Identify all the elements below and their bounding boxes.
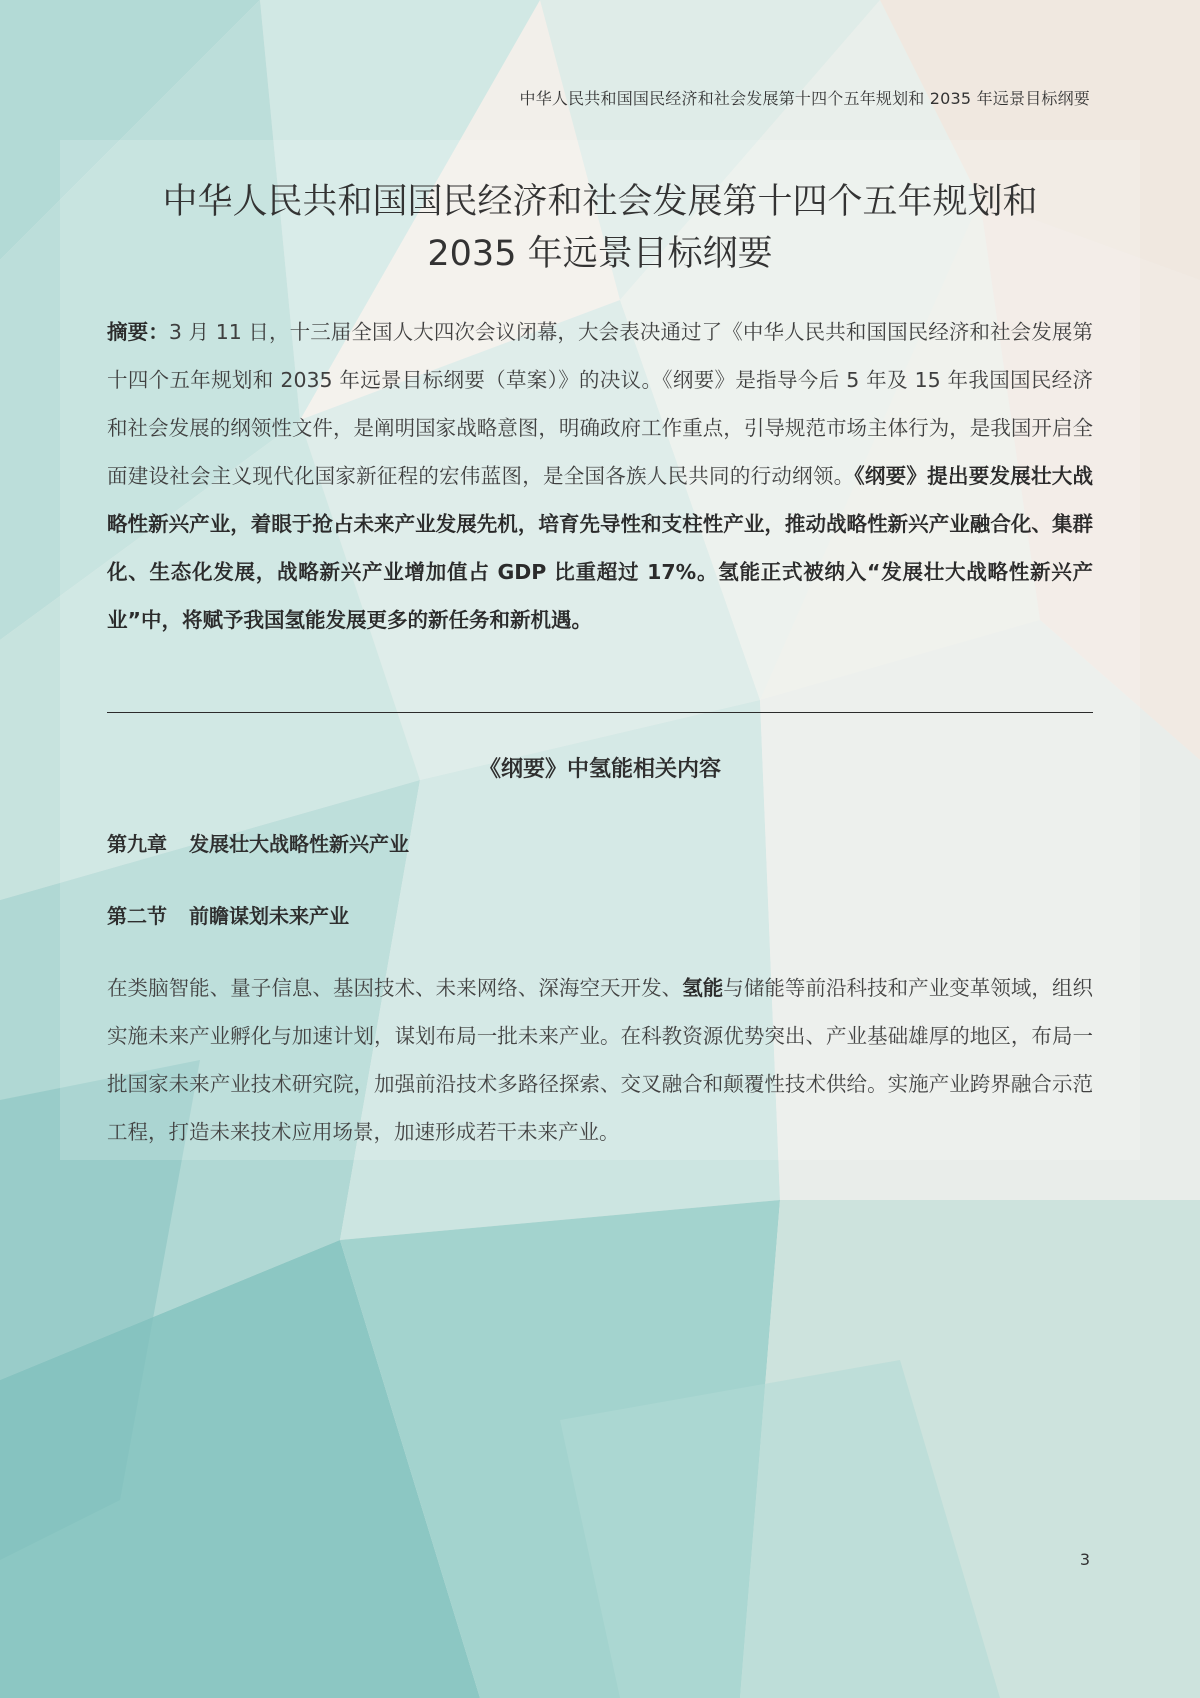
section-heading: 《纲要》中氢能相关内容: [478, 757, 721, 782]
page-title: [110, 176, 1090, 280]
page-number: 3: [1079, 1550, 1090, 1569]
section-divider: [107, 712, 1093, 713]
subsection-heading: [107, 900, 349, 929]
abstract-emphasis: 《纲要》提出要发展壮大战略性新兴产业，着眼于抢占未来产业发展先机，培育先导性和支柱性产业，推动战略性新兴产业融合化、集群化、生态化发展，战略新兴产业增加值占 GDP 比重超过 17%。氢能正式被纳入“发展壮大战略性新兴产业”中，将赋予我国氢能发展更多的新任务和新机遇。: [107, 464, 1094, 632]
body-text-start: 在类脑智能、量子信息、基因技术、未来网络、深海空天开发、: [107, 976, 683, 1000]
page-title-line-1: 中华人民共和国国民经济和社会发展第十四个五年规划和: [162, 182, 1038, 222]
body-text-end: 与储能等前沿科技和产业变革领域，组织实施未来产业孵化与加速计划，谋划布局一批未来产业。在科教资源优势突出、产业基础雄厚的地区，布局一批国家未来产业技术研究院，加强前沿技术多路径探索、交叉融合和颠覆性技术供给。实施产业跨界融合示范工程，打造未来技术应用场景，加速形成若干未来产业。: [107, 976, 1094, 1144]
body-paragraph: [107, 964, 1093, 1156]
abstract-text: 3 月 11 日，十三届全国人大四次会议闭幕，大会表决通过了《中华人民共和国国民经济和社会发展第十四个五年规划和 2035 年远景目标纲要（草案）》的决议。《纲要》是指导今后 5 年及 15 年我国国民经济和社会发展的纲领性文件，是阐明国家战略意图，明确政府工作重点，引导规范市场主体行为，是我国开启全面建设社会主义现代化国家新征程的宏伟蓝图，是全国各族人民共同的行动纲领。: [107, 320, 1093, 488]
chapter-heading: [107, 828, 409, 857]
body-keyword: 氢能: [682, 976, 724, 1000]
subsection-number: 第二节: [107, 904, 167, 928]
chapter-number: 第九章: [107, 832, 167, 856]
chapter-title: 发展壮大战略性新兴产业: [189, 832, 409, 856]
abstract-paragraph: [107, 308, 1093, 644]
subsection-title: 前瞻谋划未来产业: [189, 904, 349, 928]
page-title-line-2: 2035 年远景目标纲要: [427, 234, 773, 274]
abstract-label: 摘要：: [107, 320, 169, 344]
running-header: 中华人民共和国国民经济和社会发展第十四个五年规划和 2035 年远景目标纲要: [519, 89, 1090, 108]
